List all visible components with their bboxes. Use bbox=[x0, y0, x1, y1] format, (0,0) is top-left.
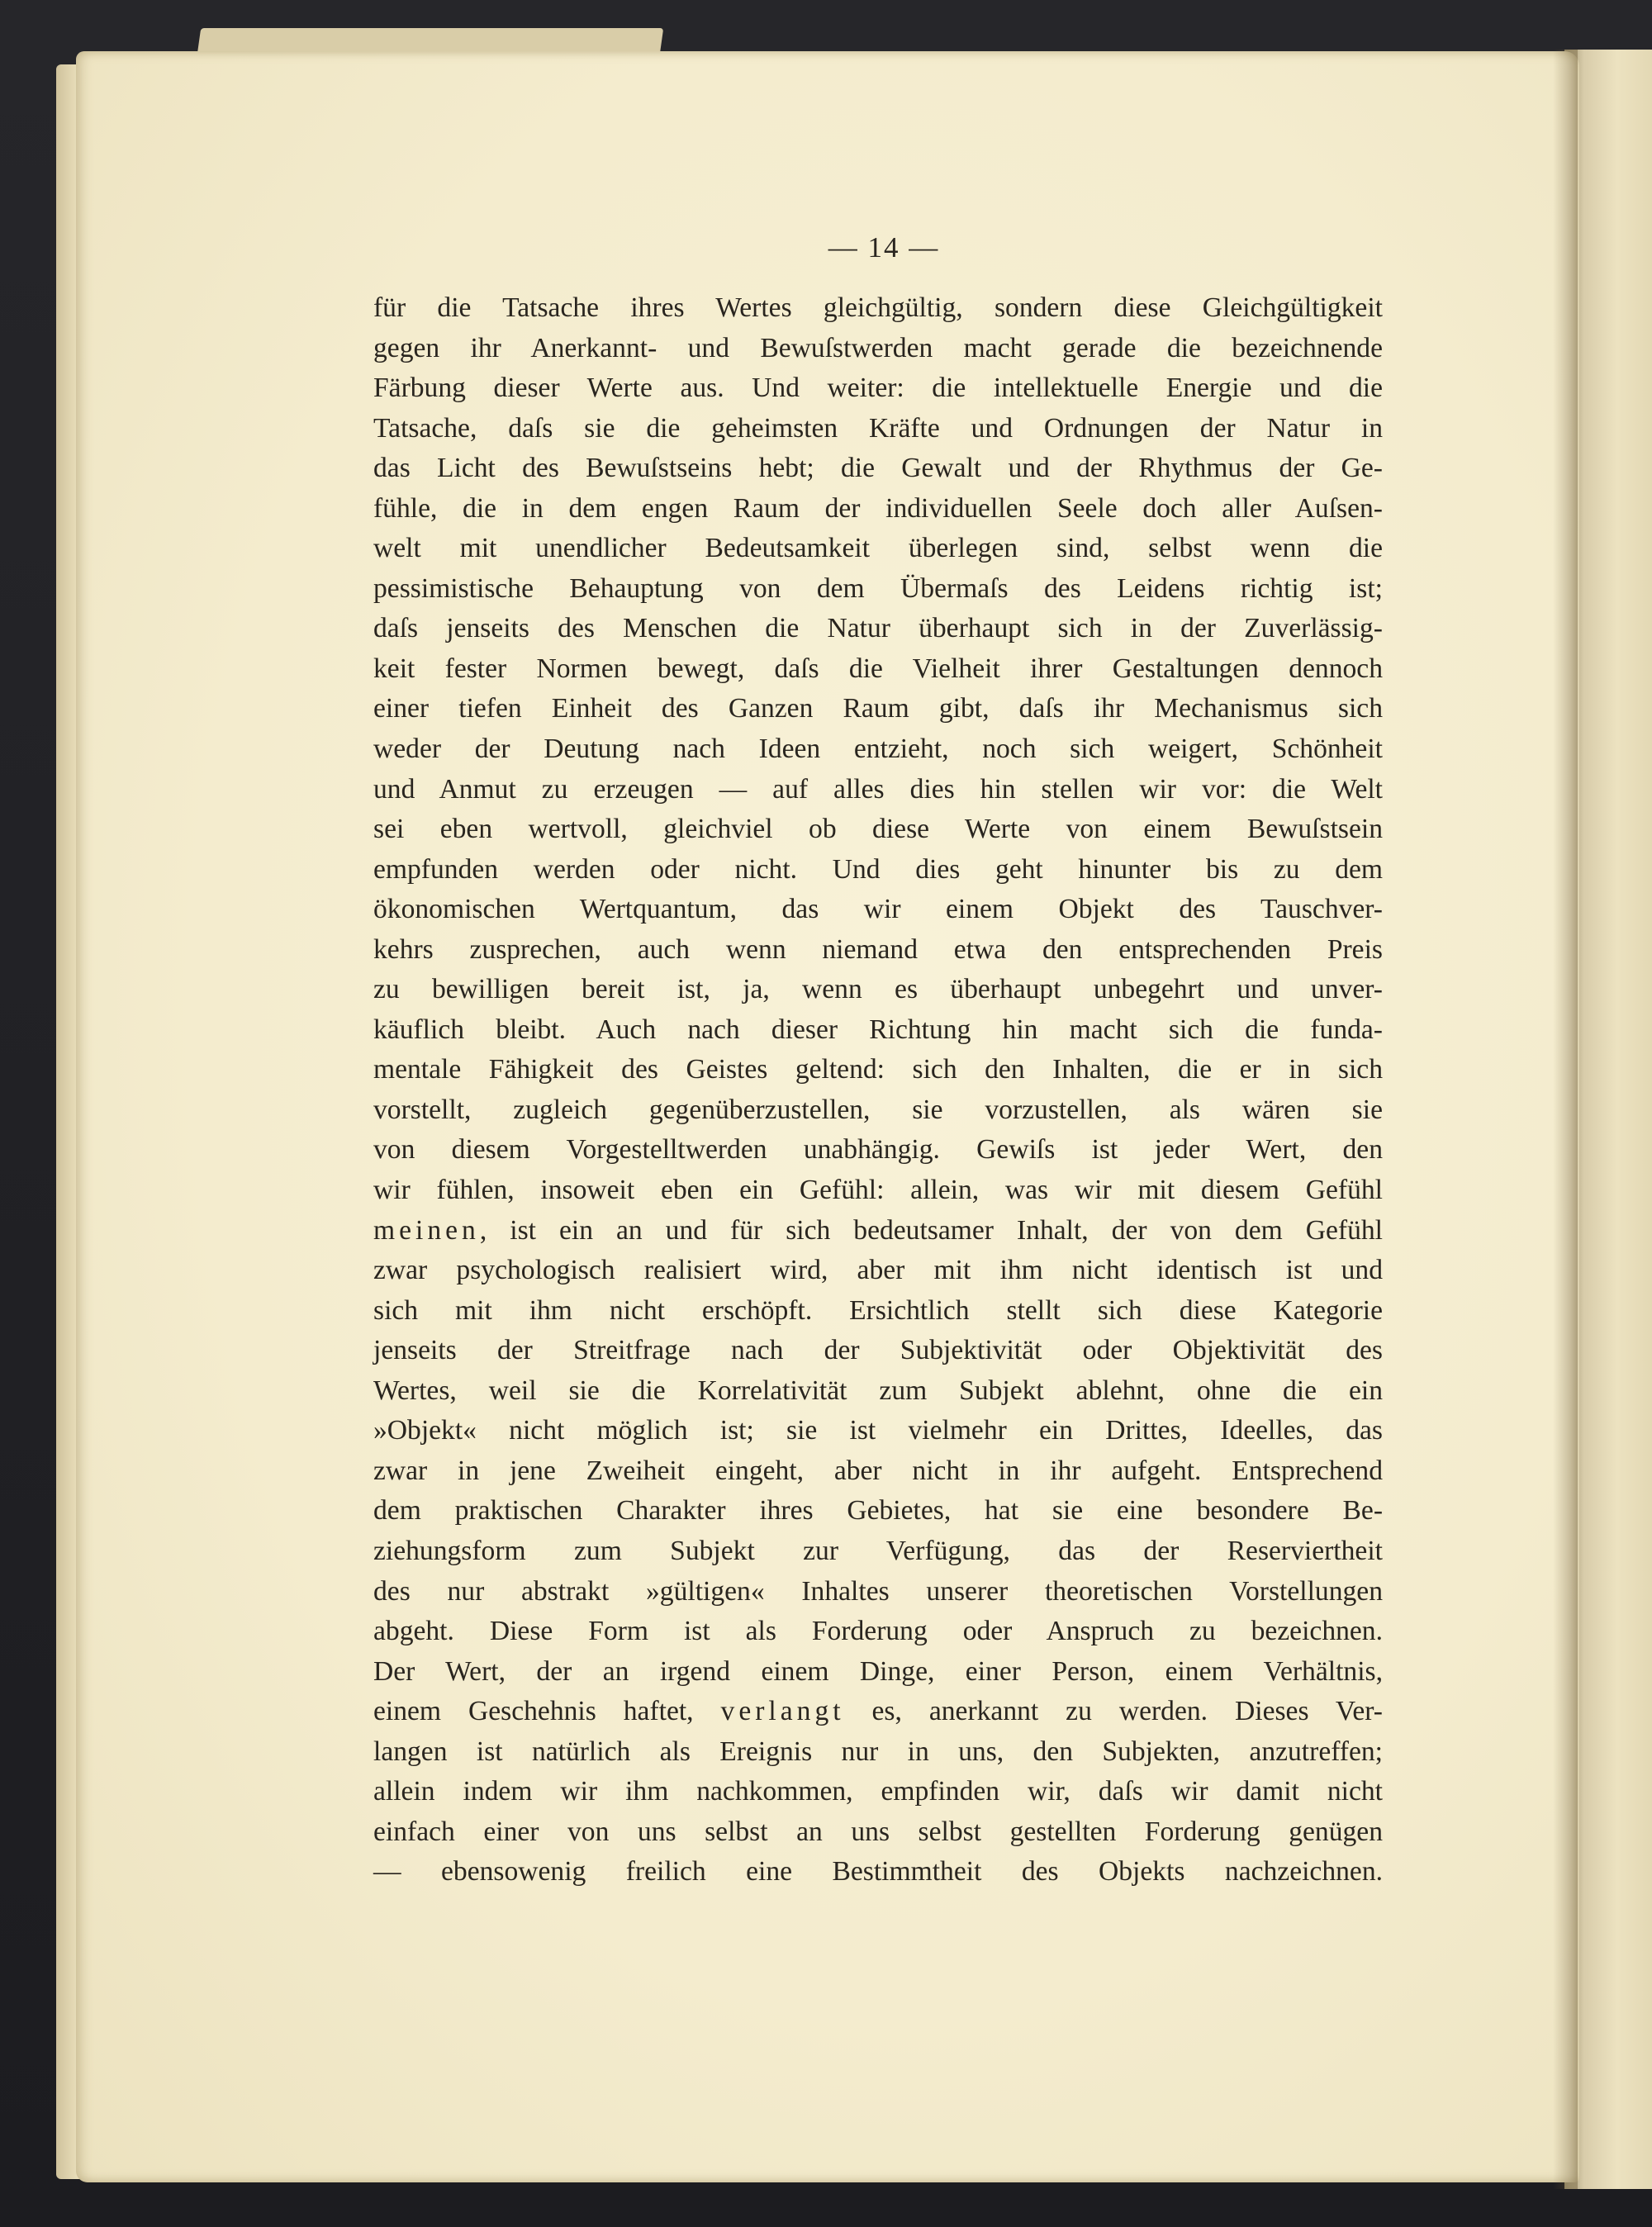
text-line: jenseits der Streitfrage nach der Subjektivität oder Objektivität des bbox=[373, 1335, 1383, 1366]
emphasized-word: meinen bbox=[373, 1214, 480, 1246]
text-line: für die Tatsache ihres Wertes gleichgültig, sondern diese Gleichgültigkeit bbox=[373, 292, 1383, 323]
text-line: Der Wert, der an irgend einem Dinge, einer Person, einem Verhältnis, bbox=[373, 1655, 1383, 1687]
text-line: einfach einer von uns selbst an uns selbst gestellten Forderung genügen bbox=[373, 1816, 1383, 1847]
text-line: Tatsache, daſs sie die geheimsten Kräfte und Ordnungen der Natur in bbox=[373, 412, 1383, 444]
text-line: mentale Fähigkeit des Geistes geltend: sich den Inhalten, die er in sich bbox=[373, 1054, 1383, 1085]
text-line: fühle, die in dem engen Raum der individuellen Seele doch aller Auſsen- bbox=[373, 492, 1383, 524]
text-line: gegen ihr Anerkannt- und Bewuſstwerden macht gerade die bezeichnende bbox=[373, 332, 1383, 363]
line-text: einem Geschehnis haftet, bbox=[373, 1696, 721, 1727]
text-line: dem praktischen Charakter ihres Gebietes, hat sie eine besondere Be- bbox=[373, 1495, 1383, 1527]
text-line: sich mit ihm nicht erschöpft. Ersichtlich stellt sich diese Kategorie bbox=[373, 1294, 1383, 1326]
text-line: allein indem wir ihm nachkommen, empfinden wir, daſs wir damit nicht bbox=[373, 1776, 1383, 1807]
text-line: Färbung dieser Werte aus. Und weiter: die intellektuelle Energie und die bbox=[373, 373, 1383, 404]
text-line: pessimistische Behauptung von dem Übermaſs des Leidens richtig ist; bbox=[373, 572, 1383, 604]
text-line: vorstellt, zugleich gegenüberzustellen, sie vorzustellen, als wären sie bbox=[373, 1094, 1383, 1125]
text-line: einer tiefen Einheit des Ganzen Raum gibt, daſs ihr Mechanismus sich bbox=[373, 693, 1383, 724]
page-number: — 14 — bbox=[828, 231, 940, 264]
text-line: daſs jenseits des Menschen die Natur überhaupt sich in der Zuverlässig- bbox=[373, 613, 1383, 644]
text-line: sei eben wertvoll, gleichviel ob diese Werte von einem Bewuſstsein bbox=[373, 814, 1383, 845]
text-line: ziehungsform zum Subjekt zur Verfügung, das der Reserviertheit bbox=[373, 1535, 1383, 1566]
text-line: — ebensowenig freilich eine Bestimmtheit des Objekts nachzeichnen. bbox=[373, 1856, 1383, 1887]
text-line: von diesem Vorgestelltwerden unabhängig. Gewiſs ist jeder Wert, den bbox=[373, 1134, 1383, 1166]
text-line bbox=[373, 1211, 1383, 1251]
text-line: das Licht des Bewuſstseins hebt; die Gewalt und der Rhythmus der Ge- bbox=[373, 453, 1383, 484]
text-line: kehrs zusprechen, auch wenn niemand etwa den entsprechenden Preis bbox=[373, 933, 1383, 965]
text-line: des nur abstrakt »gültigen« Inhaltes unserer theoretischen Vorstellungen bbox=[373, 1575, 1383, 1607]
body-text bbox=[373, 288, 1383, 1892]
text-line: abgeht. Diese Form ist als Forderung oder Anspruch zu bezeichnen. bbox=[373, 1616, 1383, 1647]
text-line: weder der Deutung nach Ideen entzieht, noch sich weigert, Schönheit bbox=[373, 734, 1383, 765]
text-line: ökonomischen Wertquantum, das wir einem Objekt des Tauschver- bbox=[373, 894, 1383, 925]
text-line: wir fühlen, insoweit eben ein Gefühl: allein, was wir mit diesem Gefühl bbox=[373, 1175, 1383, 1206]
text-line: zu bewilligen bereit ist, ja, wenn es überhaupt unbegehrt und unver- bbox=[373, 974, 1383, 1005]
text-line: zwar in jene Zweiheit eingeht, aber nicht in ihr aufgeht. Entsprechend bbox=[373, 1455, 1383, 1486]
text-line: zwar psychologisch realisiert wird, aber mit ihm nicht identisch ist und bbox=[373, 1255, 1383, 1286]
text-line bbox=[373, 1692, 1383, 1732]
text-line: keit fester Normen bewegt, daſs die Vielheit ihrer Gestaltungen dennoch bbox=[373, 653, 1383, 684]
text-line: käuflich bleibt. Auch nach dieser Richtung hin macht sich die funda- bbox=[373, 1014, 1383, 1045]
line-text: , ist ein an und für sich bedeutsamer Inhalt, der von dem Gefühl bbox=[479, 1214, 1383, 1246]
text-line: und Anmut zu erzeugen — auf alles dies hin stellen wir vor: die Welt bbox=[373, 773, 1383, 805]
line-text: es, anerkannt zu werden. Dieses Ver- bbox=[844, 1696, 1383, 1727]
text-line: langen ist natürlich als Ereignis nur in uns, den Subjekten, anzutreffen; bbox=[373, 1736, 1383, 1767]
emphasized-word: verlangt bbox=[720, 1696, 845, 1727]
text-line: welt mit unendlicher Bedeutsamkeit überlegen sind, selbst wenn die bbox=[373, 533, 1383, 564]
gutter-shadow bbox=[1553, 50, 1578, 2189]
text-line: empfunden werden oder nicht. Und dies geht hinunter bis zu dem bbox=[373, 853, 1383, 885]
text-line: »Objekt« nicht möglich ist; sie ist vielmehr ein Drittes, Ideelles, das bbox=[373, 1415, 1383, 1446]
text-line: Wertes, weil sie die Korrelativität zum Subjekt ablehnt, ohne die ein bbox=[373, 1375, 1383, 1406]
